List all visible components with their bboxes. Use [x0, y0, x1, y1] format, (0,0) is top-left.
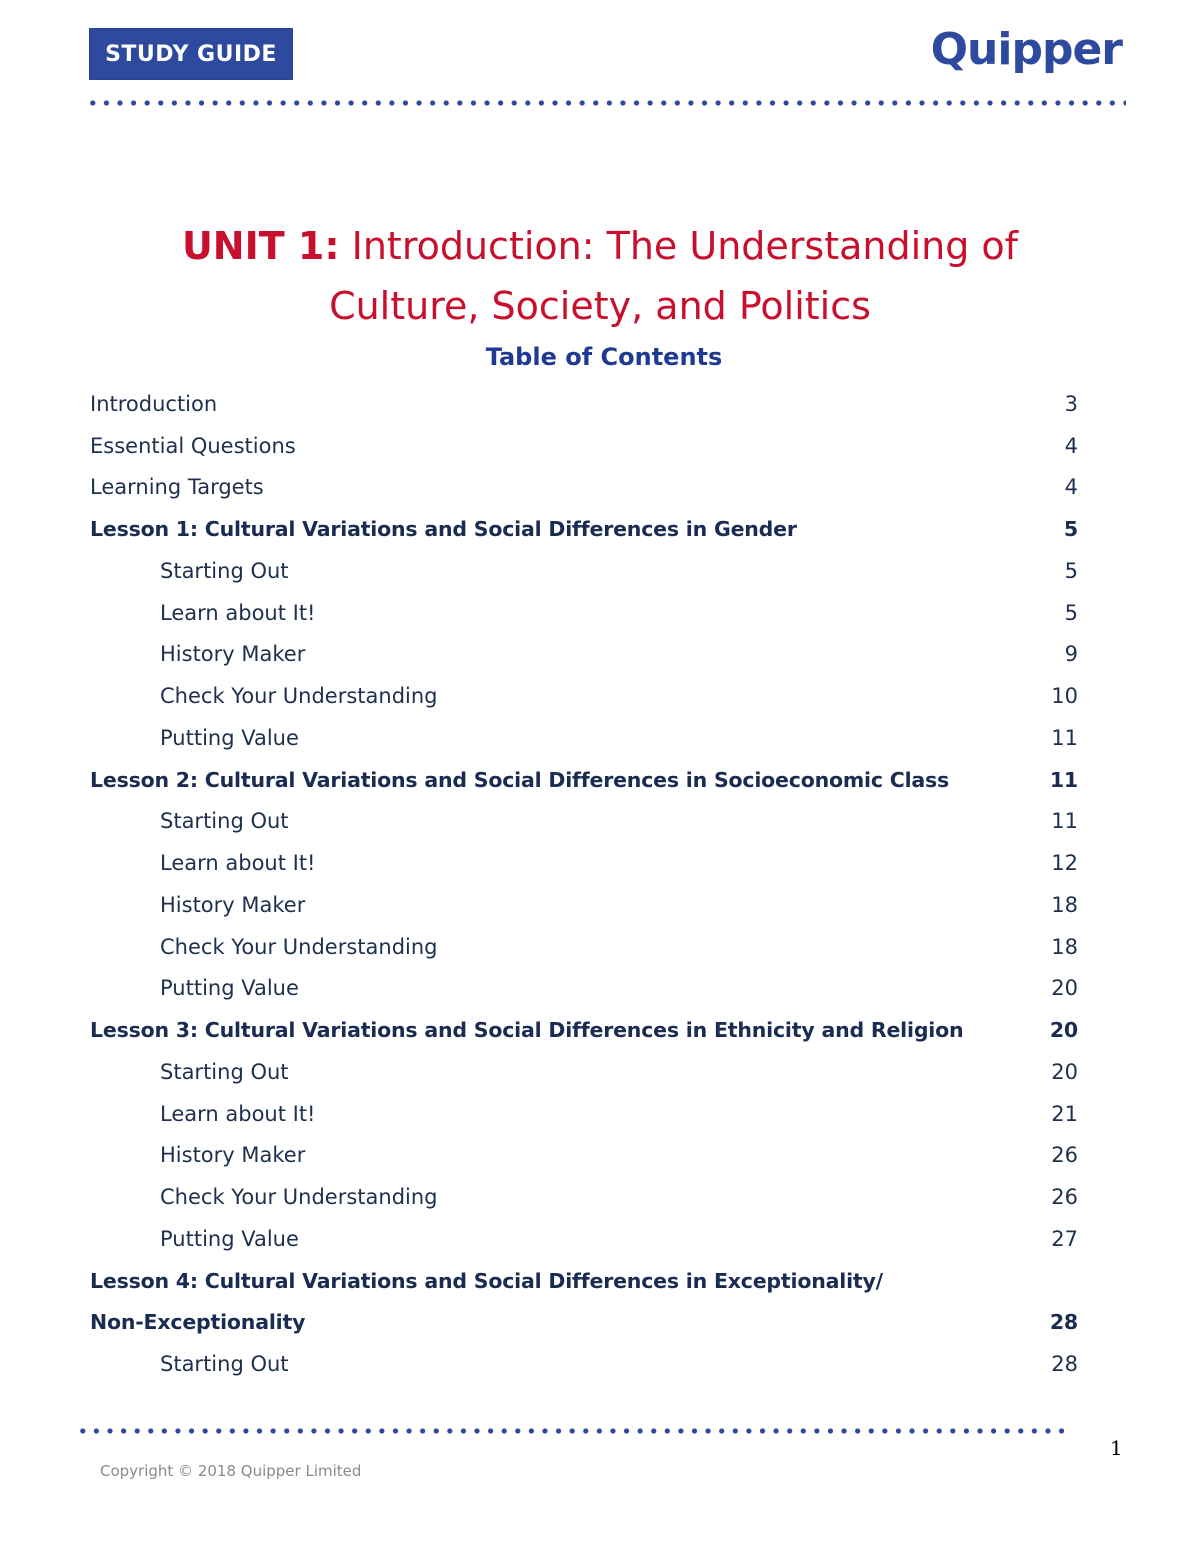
- toc-entry[interactable]: [90, 508, 1078, 550]
- toc-entry-label: History Maker: [160, 642, 306, 667]
- toc-entry-label: Check Your Understanding: [160, 1185, 438, 1210]
- toc-entry[interactable]: [90, 1093, 1078, 1135]
- toc-entry[interactable]: [90, 1260, 1078, 1302]
- toc-entry[interactable]: [90, 383, 1078, 425]
- toc-entry[interactable]: [90, 592, 1078, 634]
- toc-entry[interactable]: [90, 926, 1078, 968]
- toc-entry-label: Starting Out: [160, 1352, 289, 1377]
- toc-entry[interactable]: [90, 550, 1078, 592]
- toc-entry[interactable]: [90, 1051, 1078, 1093]
- toc-entry-label: Starting Out: [160, 558, 289, 583]
- toc-entry-page: 4: [1064, 433, 1078, 458]
- toc-entry[interactable]: [90, 884, 1078, 926]
- unit-label: UNIT 1:: [181, 224, 340, 268]
- toc-entry-page: 21: [1051, 1101, 1078, 1126]
- toc-entry-page: 4: [1064, 475, 1078, 500]
- toc-entry-page: 3: [1064, 391, 1078, 416]
- toc-entry[interactable]: [90, 1135, 1078, 1177]
- toc-entry-label: Non-Exceptionality: [90, 1310, 306, 1335]
- toc-entry[interactable]: [90, 1009, 1078, 1051]
- title-line-1: Introduction: The Understanding of: [351, 224, 1019, 268]
- toc-entry-label: Essential Questions: [90, 433, 296, 458]
- toc-entry-label: Lesson 4: Cultural Variations and Social Differences in Exceptionality/: [90, 1268, 883, 1293]
- toc-entry-page: 5: [1063, 517, 1078, 542]
- toc-entry-label: Lesson 1: Cultural Variations and Social Differences in Gender: [90, 517, 797, 542]
- toc-entry[interactable]: [90, 1218, 1078, 1260]
- toc-entry-page: 20: [1049, 1018, 1078, 1043]
- quipper-logo: Quipper: [930, 24, 1122, 75]
- toc-entry[interactable]: [90, 1302, 1078, 1344]
- toc-entry-page: 20: [1051, 1059, 1078, 1084]
- toc-entry[interactable]: [90, 1343, 1078, 1385]
- toc-entry-label: Putting Value: [160, 1226, 299, 1251]
- toc-entry-page: 5: [1064, 558, 1078, 583]
- toc-entry-label: Putting Value: [160, 976, 299, 1001]
- toc-entry-label: Lesson 3: Cultural Variations and Social Differences in Ethnicity and Religion: [90, 1018, 964, 1043]
- toc-entry[interactable]: [90, 1176, 1078, 1218]
- toc-entry[interactable]: [90, 717, 1078, 759]
- copyright-notice: Copyright © 2018 Quipper Limited: [100, 1462, 362, 1480]
- toc-entry-page: 11: [1051, 809, 1078, 834]
- toc-entry-label: Starting Out: [160, 809, 289, 834]
- toc-entry-page: 28: [1051, 1352, 1078, 1377]
- toc-entry-page: 9: [1064, 642, 1078, 667]
- toc-heading: Table of Contents: [485, 343, 723, 371]
- toc-entry-label: Starting Out: [160, 1059, 289, 1084]
- toc-entry-page: 10: [1051, 684, 1078, 709]
- title-line-2: Culture, Society, and Politics: [329, 284, 871, 328]
- header-divider: [86, 100, 1126, 106]
- toc-entry-label: Lesson 2: Cultural Variations and Social Differences in Socioeconomic Class: [90, 767, 950, 792]
- page-number: 1: [1110, 1436, 1123, 1460]
- toc-entry[interactable]: [90, 842, 1078, 884]
- toc-entry[interactable]: [90, 675, 1078, 717]
- toc-entry-label: Check Your Understanding: [160, 684, 438, 709]
- footer-divider: [76, 1428, 1066, 1434]
- toc-entry[interactable]: [90, 759, 1078, 801]
- toc-entry-page: 27: [1051, 1226, 1078, 1251]
- toc-entry-label: Learn about It!: [160, 600, 316, 625]
- toc-entry-page: 5: [1064, 600, 1078, 625]
- toc-entry-label: History Maker: [160, 1143, 306, 1168]
- toc-entry-page: 26: [1051, 1143, 1078, 1168]
- toc-entry-label: Learn about It!: [160, 851, 316, 876]
- toc-entry-label: Putting Value: [160, 725, 299, 750]
- toc-entry-page: 18: [1051, 892, 1078, 917]
- toc-entry[interactable]: [90, 425, 1078, 467]
- toc-entry-label: Introduction: [90, 391, 218, 416]
- toc-entry-page: 11: [1051, 725, 1078, 750]
- toc-entry[interactable]: [90, 801, 1078, 843]
- toc-entry[interactable]: [90, 467, 1078, 509]
- toc-entry[interactable]: [90, 968, 1078, 1010]
- toc-entry-page: 18: [1051, 934, 1078, 959]
- toc-entry-label: Learn about It!: [160, 1101, 316, 1126]
- toc-entry-label: Check Your Understanding: [160, 934, 438, 959]
- toc-entry-page: 26: [1051, 1185, 1078, 1210]
- page-title: [0, 216, 1200, 336]
- table-of-contents: [90, 383, 1078, 1385]
- toc-entry[interactable]: [90, 634, 1078, 676]
- toc-entry-label: History Maker: [160, 892, 306, 917]
- toc-entry-page: 20: [1051, 976, 1078, 1001]
- toc-entry-page: 12: [1051, 851, 1078, 876]
- toc-entry-label: Learning Targets: [90, 475, 264, 500]
- study-guide-badge: STUDY GUIDE: [89, 28, 293, 80]
- toc-entry-page: 28: [1049, 1310, 1078, 1335]
- toc-entry-page: 11: [1049, 767, 1078, 792]
